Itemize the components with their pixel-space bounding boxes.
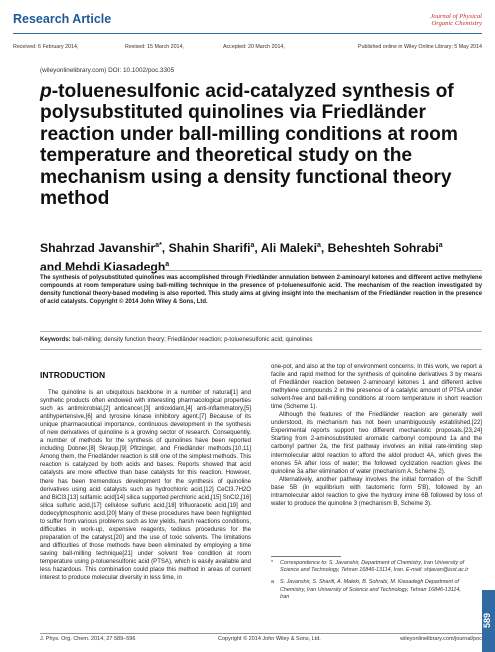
page-footer	[40, 633, 482, 642]
page-number-tab	[482, 590, 495, 652]
intro-paragraph-1: The quinoline is an ubiquitous backbone in a number of natural[1] and synthetic products often endowed with interesting pharmacological properties such as antimicrobial,[2] anticancer,[3] antioxidant,[4] anti-inflammatory,[5] antihypertensive,[6] and tyrosine kinase inhibitory agent.[7] Because of its unique pharmaceutical importance, continuous development in the synthesis of new derivatives of quinoline is a growing sector of research. Consequently, a number of methods for the synthesis of quinolines have been reported including Dobner,[8] Skraup,[9] Pfitzinger, and Friedländer methods.[10,11] Among them, the Friedländer reaction is still one of the simplest methods. This reaction is catalyzed by both acids and bases. Reports showed that acid catalysts are more effective than base catalysts for this reaction. However, there has been tremendous development for the synthesis of quinoline derivatives using acid catalysts such as hydrochloric acid,[12] CeCl3.7H2O and BiCl3,[13] sulfamic acid[14] silica supported perchloric acid,[15] SnCl2,[16] silica sulfuric acid,[17] cellulose sulfuric acid,[18] trifluoracetic acid,[19] and dodecylphosphonic acid.[20] Many of these procedures have been highlighted to suffer from various problems such as low yields, harsh reactions conditions, difficulties in work-up, expensive reagents, tedious procedures for the preparation of the catalyst,[20] and the use of toxic solvents. The limitations and difficulties of those methods have been eliminated by employing a time saving ball-milling technique[21] under solvent free condition at room temperature using p-toluenesulfonic acid (PTSA), which is easily available and less hazardous. This combination could place this method in areas of current interest to produce molecular diversity in less time, in	[40, 390, 251, 582]
author-5[interactable]: and Mehdi Kiasadegh	[40, 259, 166, 274]
author-1-corresponding: *	[159, 242, 162, 249]
keywords	[40, 337, 482, 343]
footnote-correspondence	[271, 560, 471, 574]
author-1[interactable]: Shahrzad Javanshir	[40, 241, 156, 255]
footer-citation: J. Phys. Org. Chem. 2014, 27 589–596	[40, 636, 136, 642]
journal-logo[interactable]	[410, 13, 482, 27]
abstract-top-rule	[40, 270, 482, 271]
footnote-mark: *	[271, 560, 274, 566]
doi[interactable]: (wileyonlinelibrary.com) DOI: 10.1002/poc.3305	[40, 67, 175, 74]
footnote-mark: a	[271, 579, 274, 586]
page-number: 589	[482, 612, 492, 628]
author-3-affil: a	[316, 242, 321, 249]
keywords-text: ball-milling; density function theory; Friedländer reaction; p-toluenesulfonic acid; quinolines	[72, 337, 313, 343]
author-3[interactable]: , Ali Maleki	[254, 241, 317, 255]
title-italic-prefix: p	[40, 81, 52, 102]
keywords-label: Keywords:	[40, 337, 71, 343]
received-date: Received: 6 February 2014,	[13, 44, 79, 50]
published-date: Published online in Wiley Online Library: 5 May 2014	[358, 44, 482, 50]
intro-heading: INTRODUCTION	[40, 370, 106, 380]
author-2[interactable]: , Shahin Sharifi	[161, 241, 251, 255]
author-4[interactable]: , Beheshteh Sohrabi	[320, 241, 439, 255]
footnote-rule	[271, 556, 341, 557]
footnotes	[271, 560, 471, 606]
right-column	[271, 363, 482, 508]
abstract: The synthesis of polysubstituted quinolines was accomplished through Friedländer annulation between 2-aminoaryl ketones and different active methylene compounds at room temperature using ball-milling technique in the presence of p-toluenesulfonic acid. The mechanism of the reaction investigated by density functional theory-based modeling is also reported. This study aims at giving insight into the mechanism of the Friedländer reaction in the presence of acid catalysts. Copyright © 2014 John Wiley & Sons, Ltd.	[40, 275, 482, 305]
footnote-affiliation	[271, 579, 471, 601]
article-dates	[13, 44, 482, 52]
journal-logo-line1: Journal of Physical	[430, 13, 482, 20]
author-1-affil: a	[155, 242, 160, 249]
article-title	[40, 81, 480, 209]
footnote-text: Correspondence to: S. Javanshir, Department of Chemistry, Iran University of Science and Technology, Tehran 16846-13114, Iran. E-mail: shjavan@iust.ac.ir	[280, 560, 469, 574]
intro-paragraph-3: Although the features of the Friedländer reaction are generally well understood, its mechanism has not been unambiguously established.[22] Experimental reports support two different mechanistic proposals.[23,24] Starting from 2-aminosubstituted aromatic carbonyl compound 1a and the carbonyl partner 2a, the first pathway involves an initial rate-limiting step intermolecular aldol reaction to afford the aldol product 4A, which gives the enones 5A after loss of water; the followed cyclization reaction gives the quinoline 3a after elimination of water (mechanism A, Scheme 2).	[271, 412, 482, 475]
left-column	[40, 370, 251, 582]
footer-copyright: Copyright © 2014 John Wiley & Sons, Ltd.	[218, 636, 321, 642]
intro-paragraph-2: one-pot, and also at the top of environment concerns. In this work, we report a facile and rapid method for the synthesis of quinoline derivatives 3 by means of Friedländer reaction between 2-aminoaryl ketones 1 and different active methylene compounds 2 in the presence of a catalytic amount of PTSA under solvent-free and ball-milling conditions at room temperature in short reaction time (Scheme 1).	[271, 364, 482, 411]
footnote-text: S. Javanshir, S. Sharifi, A. Maleki, B. Sohrabi, M. Kiasadegh Department of Chemistry, Iran University of Science and Technology, Tehran 16846-13114, Iran	[280, 579, 461, 600]
author-2-affil: a	[250, 242, 255, 249]
revised-date: Revised: 15 March 2014,	[125, 44, 184, 50]
intro-paragraph-4: Alternatively, another pathway involves the initial formation of the Schiff base 5B (in equilibrium with tautomeric form 5'B), followed by an intramolecular aldol reaction to give the hydroxy imine 6B followed by loss of water to produce the quinoline 3 (mechanism B, Scheme 3).	[271, 476, 482, 507]
accepted-date: Accepted: 20 March 2014,	[223, 44, 285, 50]
journal-logo-line2: Organic Chemistry	[431, 20, 482, 27]
header-bar	[13, 12, 482, 34]
footer-wiley-link[interactable]: wileyonlinelibrary.com/journal/poc	[400, 636, 482, 642]
title-text: -toluenesulfonic acid-catalyzed synthesis of polysubstituted quinolines via Friedländer reaction under ball-milling conditions at room temperature and theoretical study on the mechanism using a density functional theory method	[40, 81, 458, 210]
author-4-affil: a	[438, 242, 443, 249]
keywords-rule	[40, 349, 482, 350]
abstract-bottom-rule	[40, 331, 482, 332]
author-5-affil: a	[165, 260, 170, 268]
section-label: Research Article	[13, 12, 112, 26]
